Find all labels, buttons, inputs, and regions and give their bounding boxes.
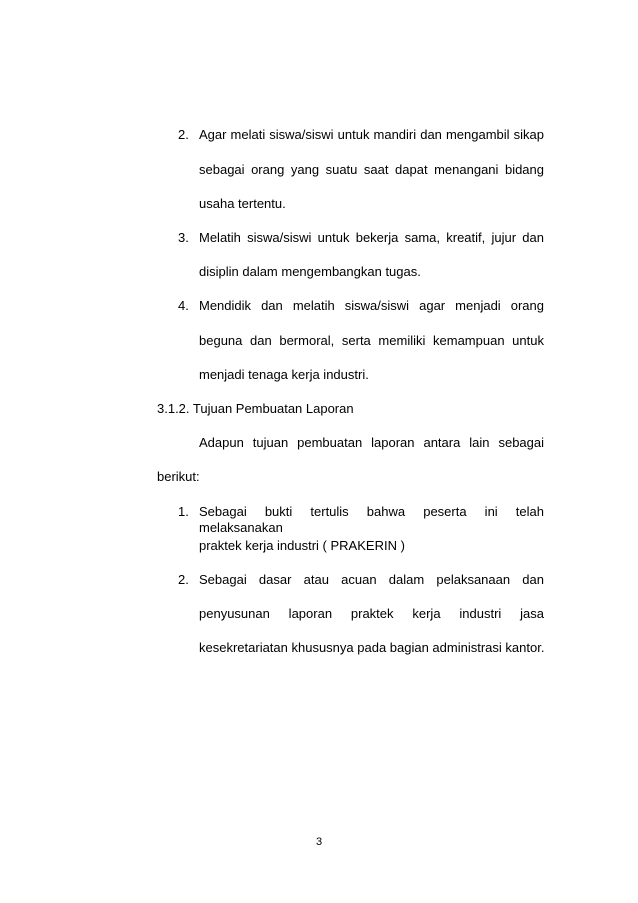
list-item-line: sebagai orang yang suatu saat dapat menangani bidang (199, 162, 544, 177)
list-item-line: menjadi tenaga kerja industri. (199, 367, 369, 382)
list-item-line: kesekretariatan khususnya pada bagian administrasi kantor. (199, 640, 545, 655)
list-number: 3. (178, 230, 189, 245)
section-heading: 3.1.2. Tujuan Pembuatan Laporan (157, 401, 354, 416)
list-item-line: Agar melati siswa/siswi untuk mandiri dan mengambil sikap (199, 127, 544, 142)
list-item-line: Sebagai bukti tertulis bahwa peserta ini telah melaksanakan (199, 504, 544, 535)
list-number: 2. (178, 572, 189, 587)
intro-line: berikut: (157, 469, 200, 484)
list-item-line: Mendidik dan melatih siswa/siswi agar menjadi orang (199, 298, 544, 313)
page-number: 3 (315, 836, 323, 848)
list-item-line: beguna dan bermoral, serta memiliki kemampuan untuk (199, 333, 544, 348)
list-item-line: Melatih siswa/siswi untuk bekerja sama, kreatif, jujur dan (199, 230, 544, 245)
list-number: 2. (178, 127, 189, 142)
list-number: 1. (178, 504, 189, 519)
list-item-line: usaha tertentu. (199, 196, 286, 211)
intro-line: Adapun tujuan pembuatan laporan antara lain sebagai (199, 435, 544, 450)
list-item-line: praktek kerja industri ( PRAKERIN ) (199, 538, 405, 553)
list-item-line: penyusunan laporan praktek kerja industri jasa (199, 606, 544, 621)
list-item-line: disiplin dalam mengembangkan tugas. (199, 264, 421, 279)
list-item-line: Sebagai dasar atau acuan dalam pelaksanaan dan (199, 572, 544, 587)
list-number: 4. (178, 298, 189, 313)
